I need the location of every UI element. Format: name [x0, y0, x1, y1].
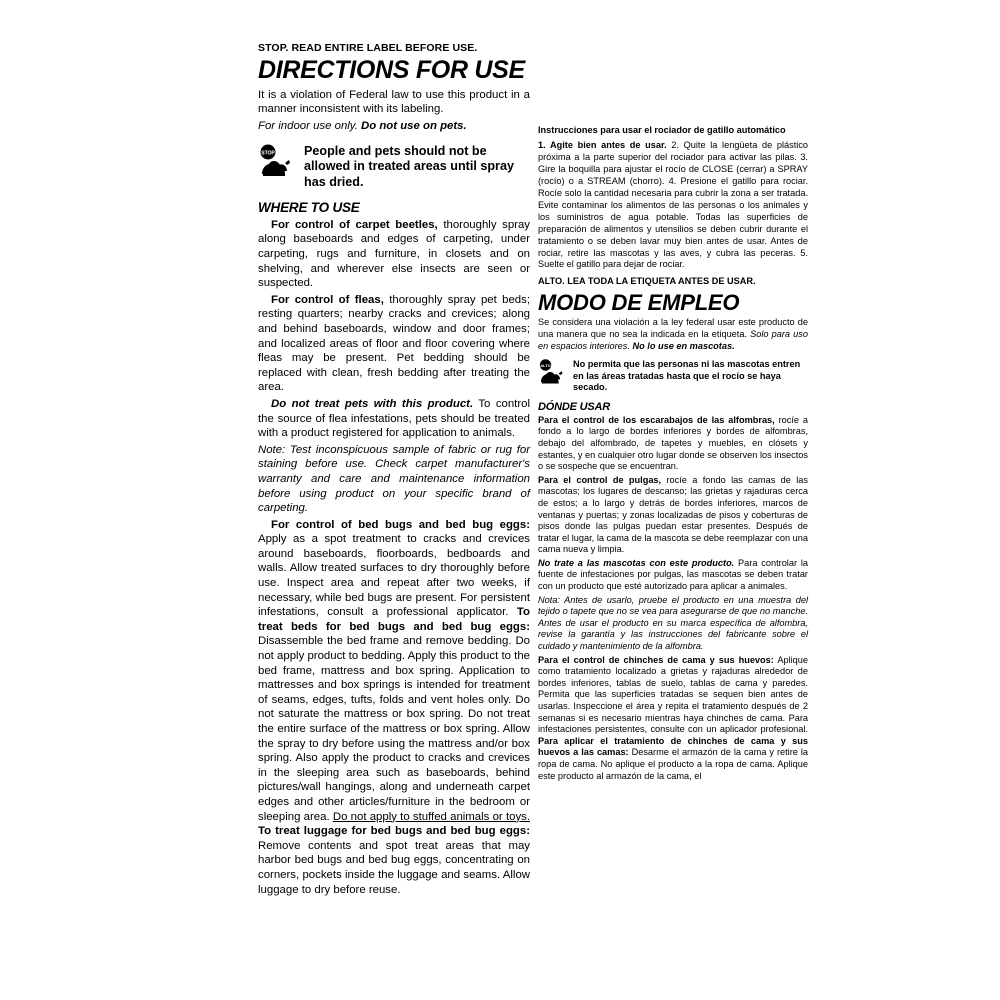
- svg-text:STOP: STOP: [261, 150, 275, 157]
- do-not-use-on-pets-text: Do not use on pets.: [361, 120, 467, 133]
- indoor-use-paragraph: [258, 119, 530, 134]
- spanish-column: [538, 125, 808, 784]
- treat-beds-body: Disassemble the bed frame and remove bedding. Do not apply product to bedding. Apply this product to the bed frame, mattress and box spring. Application to mattresses and box springs is intended for treatment of seams, edges, tufts, folds and vent holes only. Do not saturate the mattress or box spring. Do not treat the entire surface of the mattress or box spring. Allow the spray to dry before using the mattress and/or box spring. Also apply the product to cracks and crevices in the sleeping area such as baseboards, behind pictures/wall hangings, along and underneath carpet edges and other articles/furniture in the bedroom or sleeping area.: [258, 635, 530, 823]
- pets-warning-row: [258, 144, 530, 191]
- no-stuffed-animals-text: Do not apply to stuffed animals or toys.: [332, 810, 530, 823]
- carpet-note-paragraph-es: Nota: Antes de usarlo, pruebe el producto en una muestra del tejido o tapete que no se vea para asegurarse de que no manche. Antes de usar el producto en su marca específica de alfombra, revise la garantía y las instrucciones del fabricante sobre el cuidado y mantenimiento de la alfombra.: [538, 594, 808, 652]
- bed-bugs-lead: For control of bed bugs and bed bug eggs:: [271, 518, 530, 531]
- indoor-use-text: For indoor use only.: [258, 120, 358, 133]
- do-not-treat-pets-lead-es: No trate a las mascotas con este producto.: [538, 557, 735, 568]
- carpet-beetles-body-es: rocíe a fondo a lo largo de bordes inferiores y bordes de alfombras, debajo del alfombrado, de tapetes y muebles, en clósets y estantes, y en cualquier otro lugar donde se observen los insectos o se sospeche que se encuentran.: [538, 414, 809, 472]
- do-not-treat-pets-paragraph: [258, 397, 530, 441]
- svg-text:ALTO: ALTO: [540, 363, 551, 369]
- federal-law-text-es: Se considera una violación a la ley federal usar este producto de una manera que no sea la indicada en la etiqueta.: [538, 317, 808, 340]
- pets-warning-text-es: No permita que las personas ni las mascotas entren en las áreas tratadas hasta que el rocío se haya secado.: [573, 359, 801, 393]
- fleas-paragraph-es: [538, 475, 808, 556]
- luggage-body: Remove contents and spot treat areas that may harbor bed bugs and bed bug eggs, concentrating on corners, pockets inside the luggage and seams. Allow luggage to dry before reuse.: [258, 839, 530, 896]
- carpet-note-paragraph: Note: Test inconspicuous sample of fabric or rug for staining before use. Check carpet manufacturer's warranty and care and maintenance information before using product on your specific brand of carpeting.: [258, 443, 530, 515]
- instr-step-4: 4. Presione el gatillo para rociar. Rocíe solo la cantidad necesaria para cubrir la zona a ser tratada. Evite contaminar los alimentos de las personas o los animales y los suministros de agua potable. Todas las superficies de preparación de alimentos y utensilios se deben cubrir durante el tratamiento o se deben lavar muy bien antes de usar. Antes de rociar, retire las mascotas y las aves, y cubra las peceras.: [538, 175, 808, 258]
- bed-bugs-paragraph: [258, 518, 530, 897]
- instr-step-5: 5. Suelte el gatillo para dejar de rociar.: [538, 247, 808, 270]
- federal-law-text: It is a violation of Federal law to use this product in a manner inconsistent with its labeling.: [258, 88, 530, 116]
- bed-bugs-body-es: Aplique como tratamiento localizado a grietas y rajaduras alrededor de bordes inferiores, tablas de suelo, tablas de cama y paredes. Permita que las superficies tratadas se sequen bien antes de usarlas. Inspeccione el área y repita el tratamiento después de 2 semanas si es necesario mientras haya chinches de cama. Para infestaciones persistentes, consulte con un aplicador profesional.: [538, 654, 808, 735]
- do-not-treat-pets-lead: Do not treat pets with this product.: [271, 397, 474, 410]
- carpet-beetles-paragraph-es: [538, 415, 808, 473]
- pets-warning-text: People and pets should not be allowed in treated areas until spray has dried.: [304, 143, 514, 190]
- fleas-paragraph: [258, 293, 530, 395]
- no-pets-text-es: No lo use en mascotas.: [632, 340, 735, 351]
- do-not-treat-pets-paragraph-es: [538, 558, 808, 593]
- where-to-use-heading: WHERE TO USE: [258, 199, 360, 215]
- treat-beds-body-es: Desarme el armazón de la cama y retire la ropa de cama. No aplique el producto a la ropa de cama. Aplique este producto al armazón de la cama, el: [538, 747, 809, 781]
- federal-law-paragraph-es: [538, 317, 808, 352]
- sprayer-instructions-body: [538, 140, 808, 271]
- instr-step-3: 3. Gire la boquilla para ajustar el rocío de CLOSE (cerrar) a SPRAY (rocío) o a STREAM (chorro).: [538, 151, 808, 186]
- carpet-beetles-lead: For control of carpet beetles,: [271, 218, 438, 231]
- fleas-lead-es: Para el control de pulgas,: [538, 474, 662, 485]
- pets-warning-row-es: [538, 359, 808, 394]
- do-not-treat-pets-body: To control the source of flea infestations, pets should be treated with a product registered for application to animals.: [258, 397, 531, 440]
- english-column: [258, 42, 530, 899]
- instr-step-2: 2. Quite la lengüeta de plástico próxima a la parte superior del rociador para activar las pilas.: [538, 139, 808, 162]
- fleas-body-es: rocíe a fondo las camas de las mascotas; los lugares de descanso; las grietas y rajaduras cerca de estos; a lo largo y detrás de bordes inferiores, marcos de ventanas y puertas; y zonas localizadas de pisos y coberturas de pisos donde las pulgas puedan estar presentes. Después de tratar el lugar, la cama de la mascota se debe reemplazar con una cama nueva y limpia.: [538, 474, 808, 555]
- carpet-beetles-body: thoroughly spray along baseboards and edges of carpeting, under carpeting, rugs and furniture, in closets and on shelving, and wherever else insects are seen or suspected.: [258, 218, 530, 290]
- treat-beds-lead: To treat beds for bed bugs and bed bug eggs:: [258, 606, 530, 633]
- alto-read-label-line: ALTO. LEA TODA LA ETIQUETA ANTES DE USAR.: [538, 276, 756, 287]
- indoor-use-text-es: Solo para uso en espacios interiores.: [538, 329, 808, 351]
- fleas-lead: For control of fleas,: [271, 293, 384, 306]
- do-not-treat-pets-body-es: Para controlar la fuente de infestaciones por pulgas, las mascotas se deben tratar con un producto que esté autorizado para aplicar a animales.: [538, 557, 808, 592]
- sprayer-instructions-heading: Instrucciones para usar el rociador de gatillo automático: [538, 125, 786, 135]
- donde-usar-heading: DÓNDE USAR: [538, 400, 610, 413]
- directions-for-use-title: DIRECTIONS FOR USE: [258, 55, 525, 84]
- carpet-beetles-paragraph: [258, 218, 530, 291]
- treat-beds-lead-es: Para aplicar el tratamiento de chinches de cama y sus huevos a las camas:: [538, 735, 808, 758]
- bed-bugs-body: Apply as a spot treatment to cracks and crevices around baseboards, floorboards, bedboards and walls. Allow treated surfaces to dry thoroughly before use. Inspect area and repeat after two weeks, if necessary, while bed bugs are present. For persistent infestations, consult a professional applicator.: [258, 533, 530, 619]
- modo-de-empleo-title: MODO DE EMPLEO: [538, 290, 740, 316]
- stop-read-label-line: STOP. READ ENTIRE LABEL BEFORE USE.: [258, 42, 478, 54]
- carpet-beetles-lead-es: Para el control de los escarabajos de las alfombras,: [538, 414, 775, 425]
- bed-bugs-paragraph-es: [538, 655, 808, 783]
- instr-step-1: 1. Agite bien antes de usar.: [538, 139, 667, 150]
- stop-dog-icon: [258, 144, 296, 178]
- federal-law-paragraph: [258, 88, 530, 117]
- luggage-lead: To treat luggage for bed bugs and bed bug eggs:: [258, 825, 530, 838]
- alto-dog-icon: [538, 359, 567, 385]
- bed-bugs-lead-es: Para el control de chinches de cama y sus huevos:: [538, 654, 774, 665]
- fleas-body: thoroughly spray pet beds; resting quarters; nearby cracks and crevices; along and behind baseboards, window and door frames; and localized areas of floor and floor covering where fleas may be present. Pet bedding should be replaced with clean, fresh bedding after treating the area.: [258, 293, 531, 394]
